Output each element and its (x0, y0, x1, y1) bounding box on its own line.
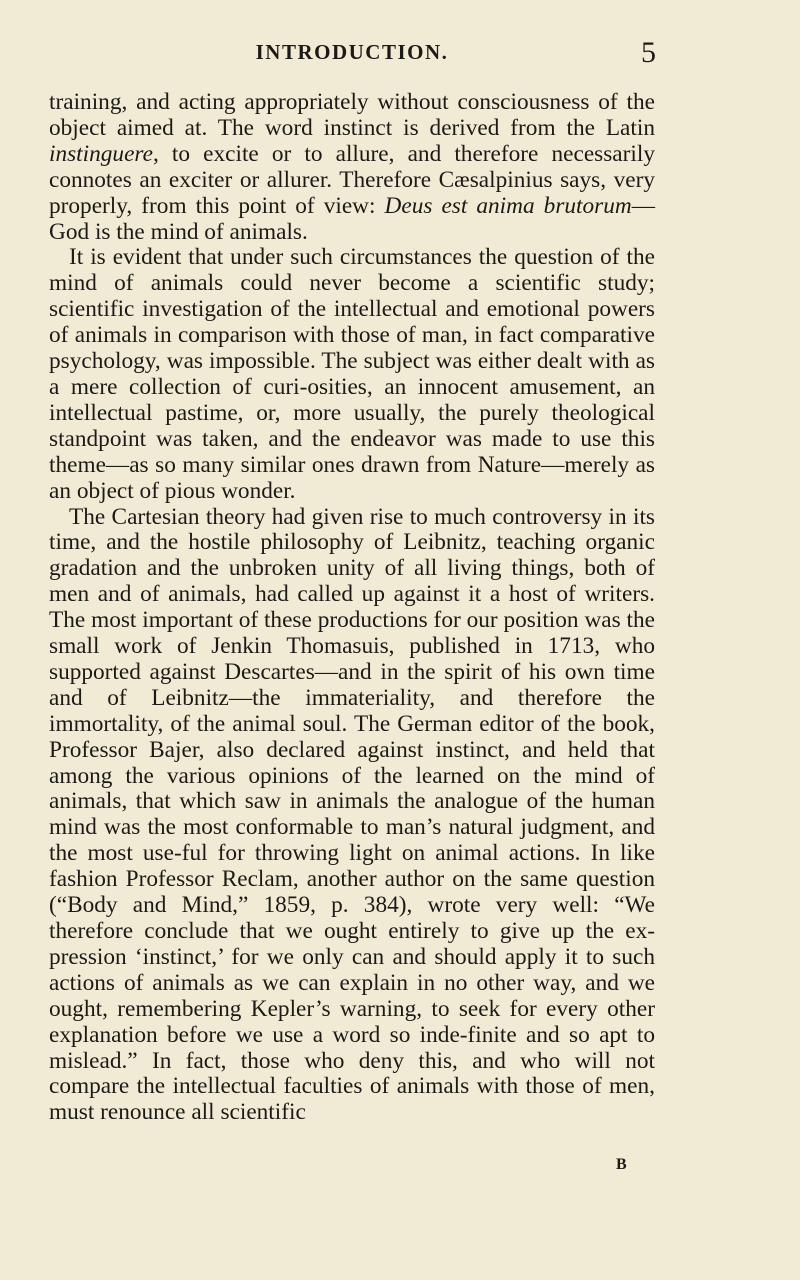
text-run: , to excite or to allure, and therefore necessarily connotes an exciter or allurer. Therefore Cæsalpinius says, very properly, from this point of view: (49, 140, 655, 219)
body-text (49, 90, 655, 1126)
paragraph-3 (49, 505, 655, 1127)
signature-mark: B (616, 1156, 628, 1173)
page-number: 5 (641, 36, 656, 69)
paragraph-2 (49, 245, 655, 504)
text-run: —God is the mind of animals. (49, 192, 655, 245)
running-title: INTRODUCTION. (255, 40, 449, 64)
running-head (48, 36, 656, 80)
text-run: It is evident that under such circumstances the question of the mind of animals could never become a scientific study; scientific investigation of the intellectual and emotional powers of animals in comparison with those of man, in fact comparative psychology, was impossible. The subject was either dealt with as a mere collection of curi-osities, an innocent amusement, an intellectual pastime, or, more usually, the purely theological standpoint was taken, and the endeavor was made to use this theme—as so many similar ones drawn from Nature—merely as an object of pious wonder. (49, 244, 655, 504)
italic-text: Deus est anima brutorum (384, 192, 632, 219)
text-run: training, and acting appropriately without consciousness of the object aimed at. The word instinct is derived from the Latin (49, 89, 655, 141)
text-run: The Cartesian theory had given rise to much controversy in its time, and the hostile philosophy of Leibnitz, teaching organic gradation and the unbroken unity of all living things, both of men and of animals, had called up against it a host of writers. The most important of these productions for our position was the small work of Jenkin Thomasuis, published in 1713, who supported against Descartes—and in the spirit of his own time and of Leibnitz—the immateriality, and therefore the immortality, of the animal soul. The German editor of the book, Professor Bajer, also declared against instinct, and held that among the various opinions of the learned on the mind of animals, that which saw in animals the analogue of the human mind was the most conformable to man’s natural judgment, and the most use-ful for throwing light on animal actions. In like fashion Professor Reclam, another author on the same question (“Body and Mind,” 1859, p. 384), wrote very well: “We therefore conclude that we ought entirely to give up the ex-pression ‘instinct,’ for we only can and should apply it to such actions of animals as we can explain in no other way, and we ought, remembering Kepler’s warning, to seek for every other explanation before we use a word so inde-finite and so apt to mislead.” In fact, those who deny this, and who will not compare the intellectual faculties of animals with those of men, must renounce all scientific (49, 503, 655, 1126)
italic-text: instinguere (49, 140, 153, 167)
paragraph-1 (49, 90, 655, 245)
